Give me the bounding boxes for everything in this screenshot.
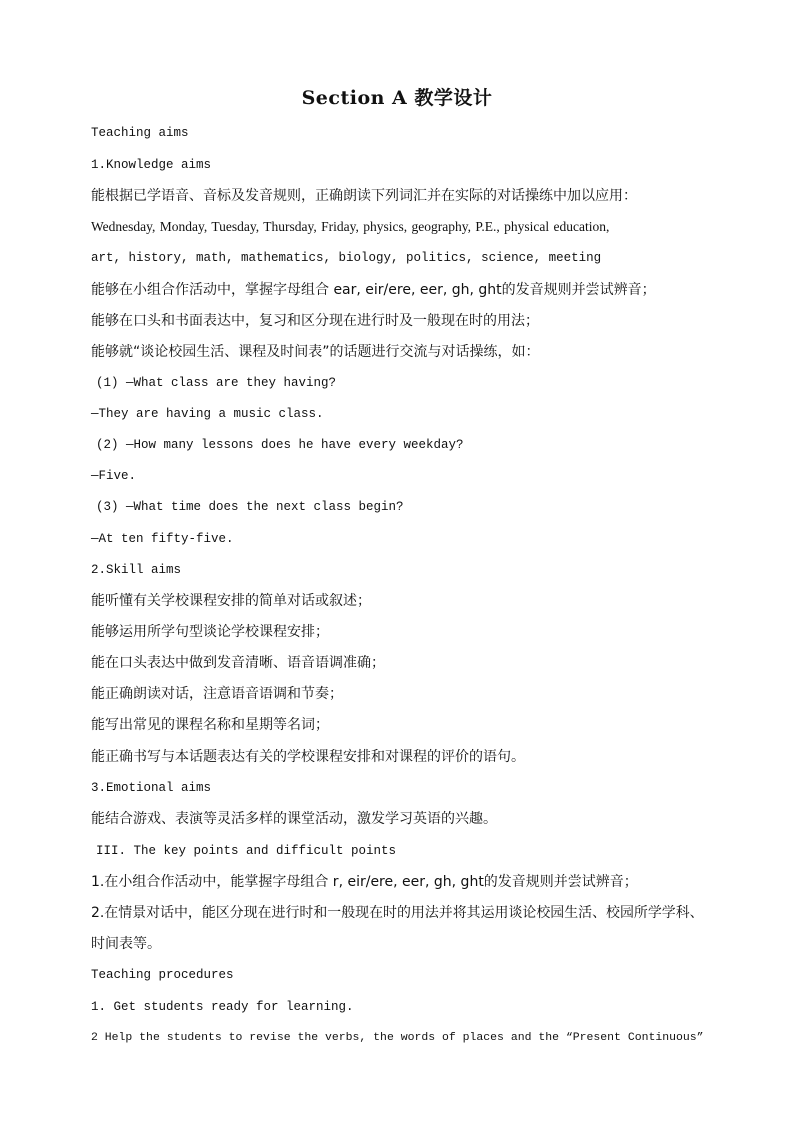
heading-teaching-aims: Teaching aims	[91, 126, 189, 140]
heading-knowledge-aims: 1.Knowledge aims	[91, 158, 212, 172]
dialogue-question: (3) —What time does the next class begin?	[96, 500, 404, 514]
text-line: 能够运用所学句型谈论学校课程安排；	[91, 624, 329, 640]
text-line: 2.在情景对话中，能区分现在进行时和一般现在时的用法并将其运用谈论校园生活、校园所学学科、	[91, 905, 704, 921]
page-title: Section A 教学设计	[301, 87, 493, 109]
dialogue-question: (1) —What class are they having?	[96, 376, 337, 390]
text-line: 能正确书写与本话题表达有关的学校课程安排和对课程的评价的语句。	[91, 749, 525, 765]
procedure-step: 2 Help the students to revise the verbs, the words of places and the “Present Continuous”	[91, 1031, 704, 1044]
vocabulary-line: art, history, math, mathematics, biology, politics, science, meeting	[91, 251, 602, 265]
dialogue-question: (2) —How many lessons does he have every weekday?	[96, 438, 464, 452]
vocabulary-line: Wednesday, Monday, Tuesday, Thursday, Friday, physics, geography, P.E., physical education,	[91, 219, 610, 234]
heading-teaching-procedures: Teaching procedures	[91, 968, 234, 982]
text-line: 能写出常见的课程名称和星期等名词；	[91, 717, 329, 733]
dialogue-answer: —At ten fifty-five.	[91, 532, 234, 546]
text-line: 能够在口头和书面表达中，复习和区分现在进行时及一般现在时的用法；	[91, 313, 539, 329]
dialogue-answer: —They are having a music class.	[91, 407, 324, 421]
text-line: 能根据已学语音、音标及发音规则，正确朗读下列词汇并在实际的对话操练中加以应用：	[91, 188, 637, 204]
text-line: 能够在小组合作活动中，掌握字母组合 ear, eir/ere, eer, gh, ght的发音规则并尝试辨音；	[91, 282, 656, 298]
text-line: 能听懂有关学校课程安排的简单对话或叙述；	[91, 593, 371, 609]
text-line: 能在口头表达中做到发音清晰、语音语调准确；	[91, 655, 385, 671]
heading-key-points: III. The key points and difficult points	[96, 844, 397, 858]
dialogue-answer: —Five.	[91, 469, 137, 483]
text-line: 1.在小组合作活动中，能掌握字母组合 r, eir/ere, eer, gh, ght的发音规则并尝试辨音；	[91, 874, 638, 890]
text-line: 时间表等。	[91, 936, 161, 952]
text-line: 能结合游戏、表演等灵活多样的课堂活动，激发学习英语的兴趣。	[91, 811, 497, 827]
heading-emotional-aims: 3.Emotional aims	[91, 781, 212, 795]
text-line: 能正确朗读对话，注意语音语调和节奏；	[91, 686, 343, 702]
procedure-step: 1. Get students ready for learning.	[91, 1000, 354, 1014]
text-line: 能够就“谈论校园生活、课程及时间表”的话题进行交流与对话操练，如：	[91, 344, 540, 360]
heading-skill-aims: 2.Skill aims	[91, 563, 182, 577]
